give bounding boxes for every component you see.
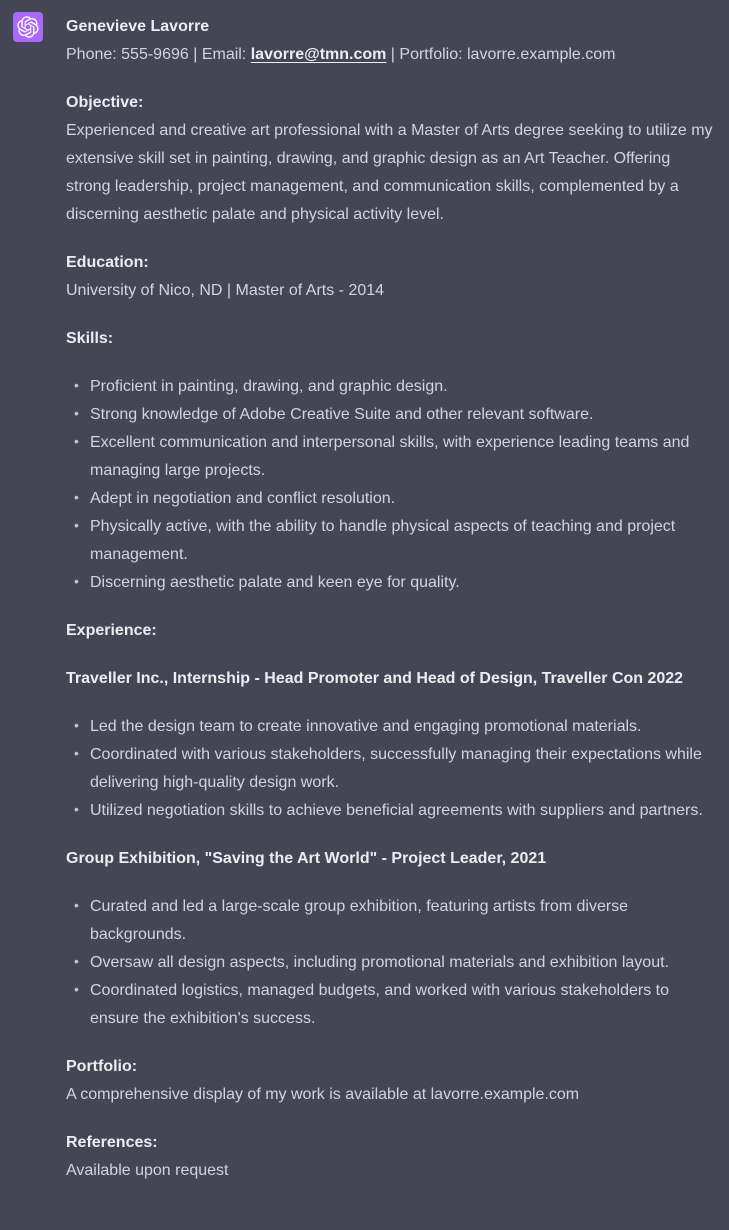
portfolio-body: A comprehensive display of my work is available at lavorre.example.com: [66, 1086, 580, 1103]
skills-item: • Adept in negotiation and conflict resolution.: [90, 485, 715, 513]
skills-heading-block: [66, 325, 715, 353]
references-body: Available upon request: [66, 1162, 229, 1179]
skills-item: • Physically active, with the ability to handle physical aspects of teaching and project management.: [90, 513, 715, 569]
job-title: Traveller Inc., Internship - Head Promoter and Head of Design, Traveller Con 2022: [66, 670, 684, 687]
contact-line: [66, 46, 616, 63]
job-title: Group Exhibition, "Saving the Art World" - Project Leader, 2021: [66, 850, 547, 867]
job-1-item: • Coordinated logistics, managed budgets, and worked with various stakeholders to ensure the exhibition's success.: [90, 977, 715, 1033]
candidate-name: Genevieve Lavorre: [66, 18, 210, 35]
openai-logo-icon: [17, 16, 39, 38]
skills-list: [66, 373, 715, 597]
job-1-item: • Oversaw all design aspects, including promotional materials and exhibition layout.: [90, 949, 715, 977]
job-0-item: • Coordinated with various stakeholders, successfully managing their expectations while delivering high-quality design work.: [90, 741, 715, 797]
skills-item: • Proficient in painting, drawing, and graphic design.: [90, 373, 715, 401]
resume-header: [66, 13, 715, 69]
job-title-block: [66, 845, 715, 873]
experience-heading: Experience:: [66, 622, 157, 639]
references-section: [66, 1129, 715, 1185]
job-1-list: [66, 893, 715, 1033]
job-0-item: • Utilized negotiation skills to achieve beneficial agreements with suppliers and partners.: [90, 797, 715, 825]
experience-heading-block: [66, 617, 715, 645]
contact-before-email: Phone: 555-9696 | Email:: [66, 46, 251, 63]
education-section: [66, 249, 715, 305]
education-body: University of Nico, ND | Master of Arts - 2014: [66, 282, 385, 299]
job-1-item: • Curated and led a large-scale group exhibition, featuring artists from diverse backgrounds.: [90, 893, 715, 949]
education-heading: Education:: [66, 254, 149, 271]
assistant-avatar: [13, 12, 43, 42]
skills-item: • Strong knowledge of Adobe Creative Suite and other relevant software.: [90, 401, 715, 429]
resume-content: [66, 13, 715, 1185]
portfolio-heading: Portfolio:: [66, 1058, 138, 1075]
objective-section: [66, 89, 715, 229]
skills-item: • Discerning aesthetic palate and keen eye for quality.: [90, 569, 715, 597]
email-link[interactable]: lavorre@tmn.com: [250, 46, 387, 63]
skills-item: • Excellent communication and interpersonal skills, with experience leading teams and managing large projects.: [90, 429, 715, 485]
portfolio-section: [66, 1053, 715, 1109]
job-title-block: [66, 665, 715, 693]
job-0-list: [66, 713, 715, 825]
skills-heading: Skills:: [66, 330, 114, 347]
objective-body: Experienced and creative art professional with a Master of Arts degree seeking to utilize my extensive skill set in painting, drawing, and graphic design as an Art Teacher. Offering strong leadership, project management, and communication skills, complemented by a discerning aesthetic palate and physical activity level.: [66, 122, 713, 223]
objective-heading: Objective:: [66, 94, 144, 111]
references-heading: References:: [66, 1134, 158, 1151]
job-0-item: • Led the design team to create innovative and engaging promotional materials.: [90, 713, 715, 741]
contact-after-email: | Portfolio: lavorre.example.com: [386, 46, 616, 63]
